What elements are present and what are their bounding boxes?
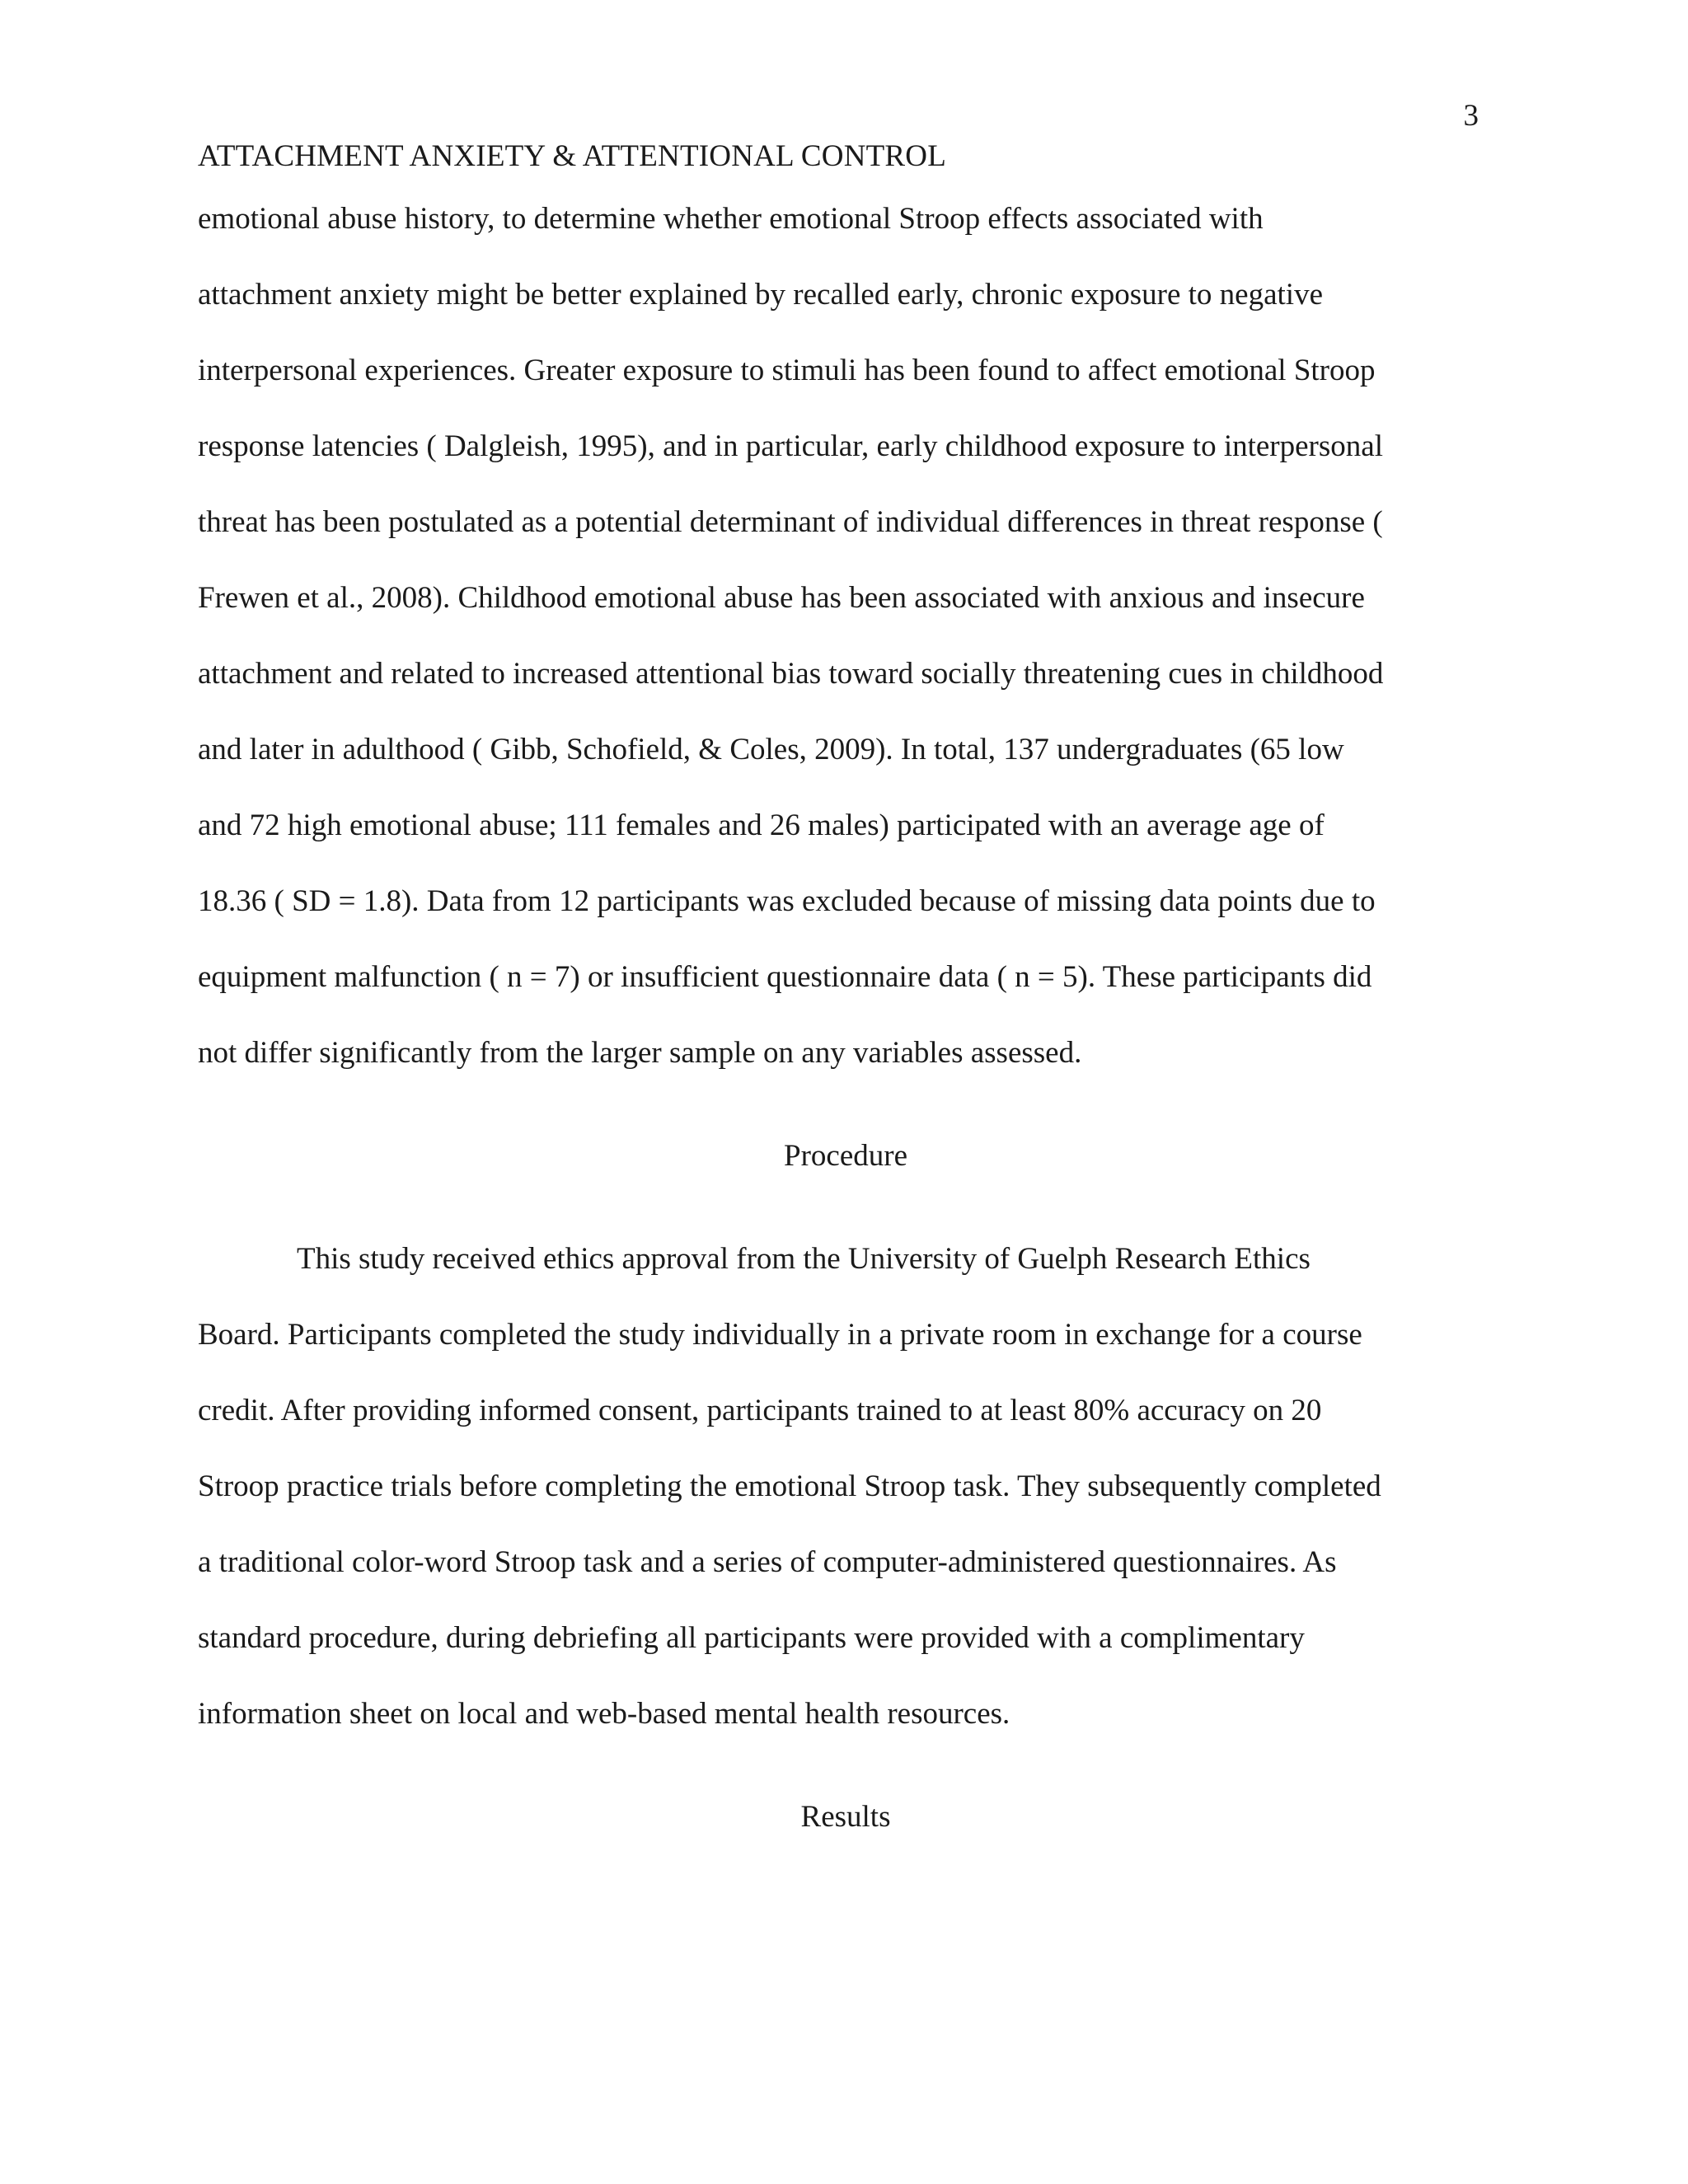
text-line: 18.36 ( SD = 1.8). Data from 12 participants was excluded because of missing data points due to xyxy=(198,884,1376,918)
text-line: and later in adulthood ( Gibb, Schofield, & Coles, 2009). In total, 137 undergraduates (65 low xyxy=(198,733,1344,766)
section-heading-results: Results xyxy=(800,1800,891,1834)
text-line: Stroop practice trials before completing the emotional Stroop task. They subsequently completed xyxy=(198,1469,1381,1503)
text-line: standard procedure, during debriefing all participants were provided with a complimentary xyxy=(198,1621,1305,1655)
text-line: emotional abuse history, to determine whether emotional Stroop effects associated with xyxy=(198,202,1264,236)
text-line: This study received ethics approval from the University of Guelph Research Ethics xyxy=(297,1242,1311,1276)
paragraph-participants xyxy=(198,194,1493,1104)
text-line: and 72 high emotional abuse; 111 females and 26 males) participated with an average age of xyxy=(198,808,1325,842)
page-number: 3 xyxy=(1463,99,1479,133)
text-line: a traditional color-word Stroop task and a series of computer-administered questionnaires. As xyxy=(198,1545,1337,1579)
running-head: ATTACHMENT ANXIETY & ATTENTIONAL CONTROL xyxy=(198,139,947,173)
text-line: Board. Participants completed the study individually in a private room in exchange for a course xyxy=(198,1318,1362,1352)
text-line: credit. After providing informed consent, participants trained to at least 80% accuracy on 20 xyxy=(198,1394,1322,1427)
text-line: attachment and related to increased attentional bias toward socially threatening cues in childhood xyxy=(198,657,1384,691)
text-line: interpersonal experiences. Greater exposure to stimuli has been found to affect emotional Stroop xyxy=(198,354,1376,387)
text-line: attachment anxiety might be better explained by recalled early, chronic exposure to negative xyxy=(198,278,1324,312)
body-text xyxy=(198,194,1493,1896)
text-line: equipment malfunction ( n = 7) or insufficient questionnaire data ( n = 5). These participants did xyxy=(198,960,1372,994)
text-line: Frewen et al., 2008). Childhood emotional abuse has been associated with anxious and insecure xyxy=(198,581,1365,615)
paragraph-procedure xyxy=(198,1235,1493,1765)
text-line: not differ significantly from the larger sample on any variables assessed. xyxy=(198,1036,1082,1070)
text-line: response latencies ( Dalgleish, 1995), and in particular, early childhood exposure to interpersonal xyxy=(198,429,1383,463)
section-heading-procedure: Procedure xyxy=(784,1139,907,1173)
text-line: threat has been postulated as a potential determinant of individual differences in threat response ( xyxy=(198,505,1383,539)
text-line: information sheet on local and web-based mental health resources. xyxy=(198,1697,1010,1731)
